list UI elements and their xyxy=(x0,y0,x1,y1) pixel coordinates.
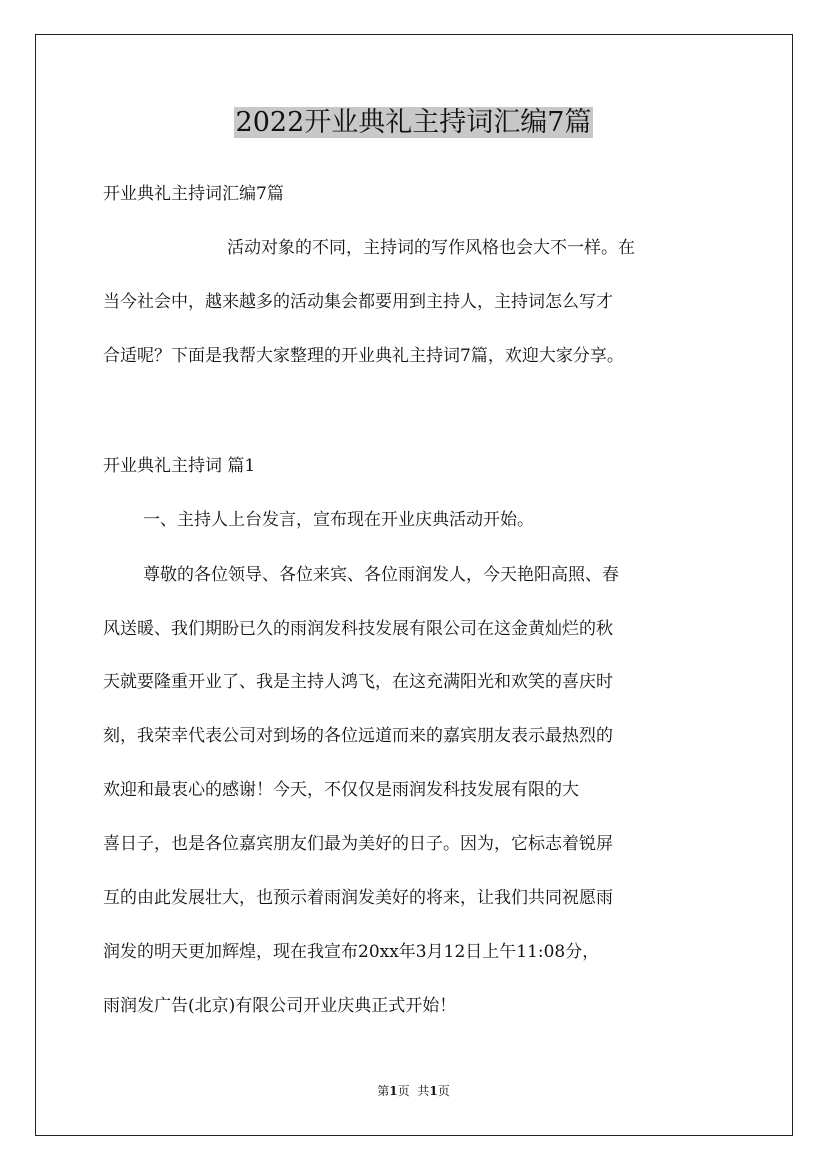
document-title: 2022开业典礼主持词汇编7篇 xyxy=(235,107,592,138)
page-footer xyxy=(0,1083,827,1099)
speech-line-4: 刻，我荣幸代表公司对到场的各位远道而来的嘉宾朋友表示最热烈的 xyxy=(103,726,613,746)
intro-line-2: 当今社会中，越来越多的活动集会都要用到主持人，主持词怎么写才 xyxy=(103,292,613,312)
footer-page-prefix: 第 xyxy=(377,1084,390,1098)
speech-line-8: 润发的明天更加辉煌，现在我宣布20xx年3月12日上午11:08分， xyxy=(103,942,600,962)
speech-line-5: 欢迎和最衷心的感谢！今天，不仅仅是雨润发科技发展有限的大 xyxy=(103,780,579,800)
speech-line-9: 雨润发广告(北京)有限公司开业庆典正式开始！ xyxy=(103,996,457,1016)
intro-line-1: 活动对象的不同，主持词的写作风格也会大不一样。在 xyxy=(227,238,635,258)
speech-line-7: 互的由此发展壮大，也预示着雨润发美好的将来，让我们共同祝愿雨 xyxy=(103,888,613,908)
document-subtitle: 开业典礼主持词汇编7篇 xyxy=(103,184,284,204)
intro-line-3: 合适呢？下面是我帮大家整理的开业典礼主持词7篇，欢迎大家分享。 xyxy=(103,346,624,366)
footer-total-suffix: 页 xyxy=(437,1084,450,1098)
step-one-text: 一、主持人上台发言，宣布现在开业庆典活动开始。 xyxy=(143,510,534,530)
speech-line-6: 喜日子，也是各位嘉宾朋友们最为美好的日子。因为，它标志着锐屏 xyxy=(103,834,613,854)
footer-total-prefix: 共 xyxy=(417,1084,430,1098)
document-title-wrap xyxy=(0,104,827,142)
section-heading: 开业典礼主持词 篇1 xyxy=(103,456,256,476)
speech-line-1: 尊敬的各位领导、各位来宾、各位雨润发人，今天艳阳高照、春 xyxy=(143,565,619,585)
footer-page-suffix: 页 xyxy=(397,1084,410,1098)
footer-page-number: 1 xyxy=(389,1084,398,1098)
footer-total-number: 1 xyxy=(429,1084,438,1098)
speech-line-3: 天就要隆重开业了、我是主持人鸿飞，在这充满阳光和欢笑的喜庆时 xyxy=(103,672,613,692)
speech-line-2: 风送暖、我们期盼已久的雨润发科技发展有限公司在这金黄灿烂的秋 xyxy=(103,619,613,639)
